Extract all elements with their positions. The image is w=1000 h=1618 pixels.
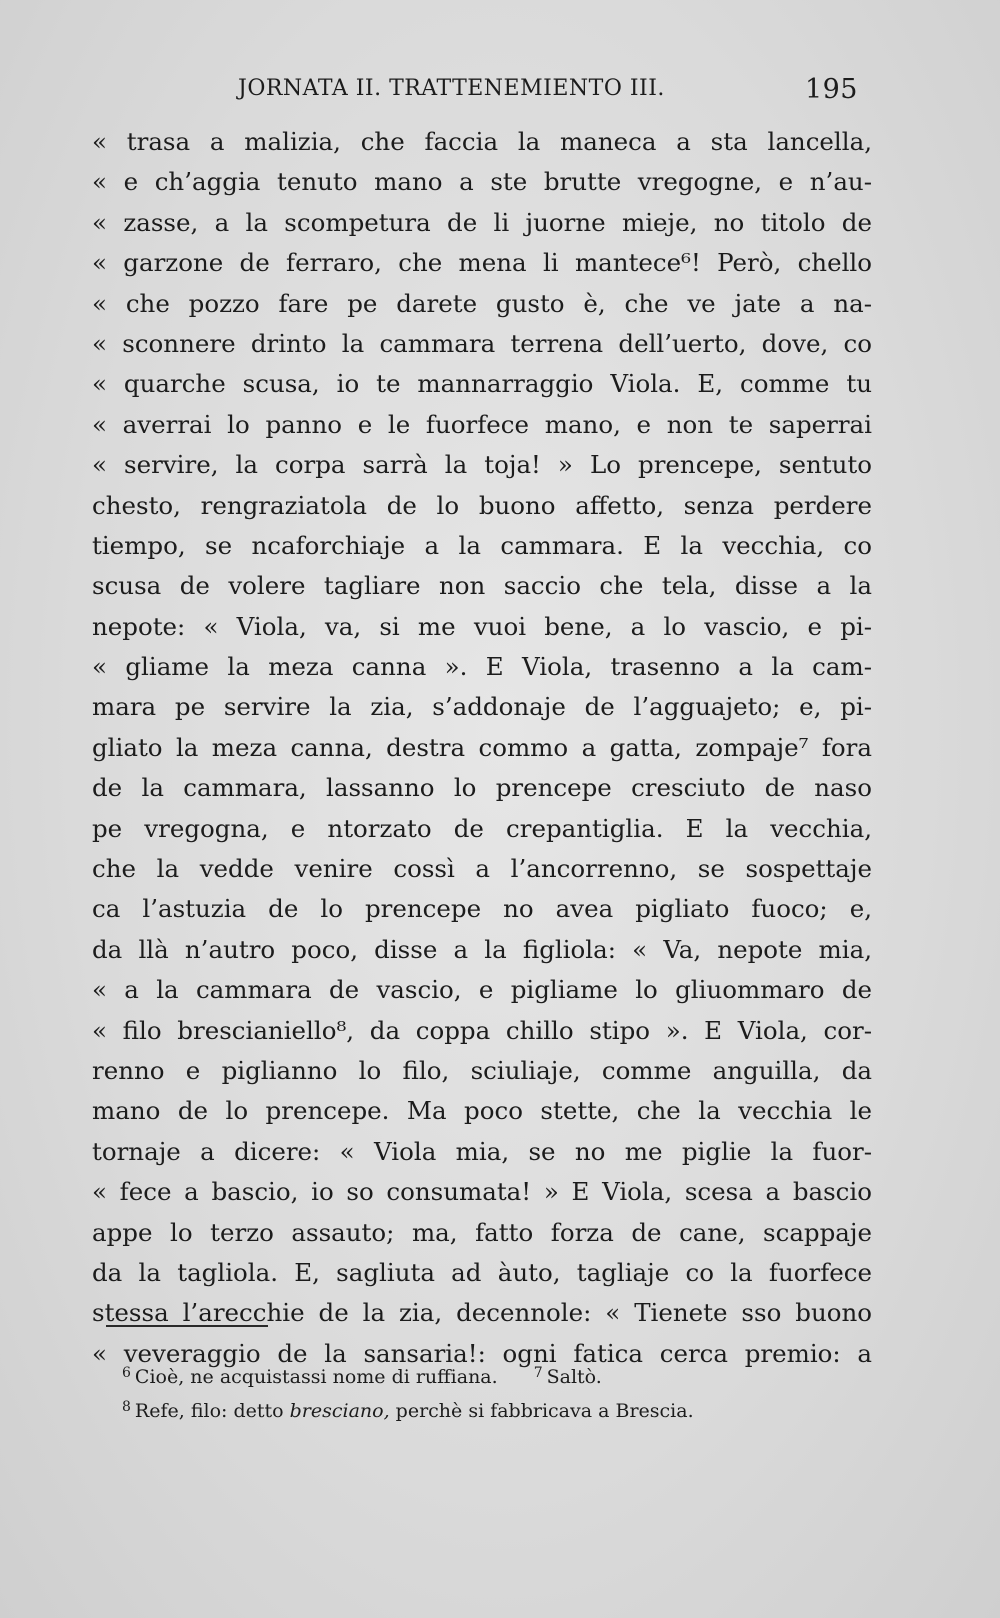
text-line: appe lo terzo assauto; ma, fatto forza de cane, scappaje: [92, 1217, 872, 1247]
footnote-marker: 7: [533, 1365, 543, 1381]
text-line: « gliame la meza canna ». E Viola, trasenno a la cam-: [92, 652, 872, 682]
footnote-marker: 6: [122, 1365, 131, 1381]
text-line: de la cammara, lassanno lo prencepe cresciuto de naso: [92, 773, 872, 803]
text-line: stessa l’arecchie de la zia, decennole: « Tienete sso buono: [92, 1298, 872, 1328]
text-line: « a la cammara de vascio, e pigliame lo gliuommaro de: [92, 975, 872, 1005]
text-line: ca l’astuzia de lo prencepe no avea pigliato fuoco; e,: [92, 894, 872, 924]
text-line: da llà n’autro poco, disse a la figliola: « Va, nepote mia,: [92, 934, 872, 964]
text-line: mara pe servire la zia, s’addonaje de l’agguajeto; e, pi-: [92, 692, 872, 722]
text-line: « quarche scusa, io te mannarraggio Viola. E, comme tu: [92, 369, 872, 399]
text-line: « che pozzo fare pe darete gusto è, che ve jate a na-: [92, 288, 872, 318]
text-line: « filo brescianiello⁸, da coppa chillo stipo ». E Viola, cor-: [92, 1015, 872, 1045]
footnote-text: Refe, filo: detto: [134, 1400, 290, 1422]
text-line: « servire, la corpa sarrà la toja! » Lo prencepe, sentuto: [92, 450, 872, 480]
text-line: scusa de volere tagliare non saccio che tela, disse a la: [92, 571, 872, 601]
text-line: gliato la meza canna, destra commo a gatta, zompaje⁷ fora: [92, 732, 872, 762]
text-line: « garzone de ferraro, che mena li mantece⁶! Però, chello: [92, 248, 872, 278]
footnotes: [122, 1356, 842, 1424]
footnote-marker: 8: [122, 1399, 131, 1415]
footnote-text-italic: bresciano,: [289, 1400, 390, 1422]
page-number: 195: [804, 74, 858, 105]
footnote-line: [122, 1390, 842, 1424]
text-line: chesto, rengraziatola de lo buono affetto, senza perdere: [92, 490, 872, 520]
text-line: che la vedde venire cossì a l’ancorrenno, se sospettaje: [92, 854, 872, 884]
text-line: « trasa a malizia, che faccia la maneca a sta lancella,: [92, 127, 872, 156]
page-header: [238, 76, 858, 108]
footnote-text: Saltò.: [546, 1366, 602, 1388]
footnote-line: [122, 1356, 842, 1390]
text-line: nepote: « Viola, va, si me vuoi bene, a lo vascio, e pi-: [92, 611, 872, 641]
text-line: tiempo, se ncaforchiaje a la cammara. E la vecchia, co: [92, 530, 872, 560]
text-line: tornaje a dicere: « Viola mia, se no me piglie la fuor-: [92, 1136, 872, 1166]
text-line: « fece a bascio, io so consumata! » E Viola, scesa a bascio: [92, 1177, 872, 1207]
text-line: « veveraggio de la sansaria!: ogni fatica cerca premio: a: [92, 1338, 872, 1368]
footnote-rule: [106, 1325, 268, 1327]
text-line: « e ch’aggia tenuto mano a ste brutte vregogne, e n’au-: [92, 167, 872, 197]
running-title: JORNATA II. TRATTENEMIENTO III.: [238, 76, 665, 101]
main-text: [92, 122, 872, 1374]
text-line: « sconnere drinto la cammara terrena dell’uerto, dove, co: [92, 328, 872, 358]
footnote-text: Cioè, ne acquistassi nome di ruffiana.: [134, 1366, 498, 1388]
text-line: renno e piglianno lo filo, sciuliaje, comme anguilla, da: [92, 1055, 872, 1085]
text-line: mano de lo prencepe. Ma poco stette, che la vecchia le: [92, 1096, 872, 1126]
footnote-text: perchè si fabbricava a Brescia.: [389, 1400, 694, 1422]
text-line: pe vregogna, e ntorzato de crepantiglia. E la vecchia,: [92, 813, 872, 843]
text-line: « zasse, a la scompetura de li juorne mieje, no titolo de: [92, 207, 872, 237]
text-line: « averrai lo panno e le fuorfece mano, e non te saperrai: [92, 409, 872, 439]
text-line: da la tagliola. E, sagliuta ad àuto, tagliaje co la fuorfece: [92, 1257, 872, 1287]
